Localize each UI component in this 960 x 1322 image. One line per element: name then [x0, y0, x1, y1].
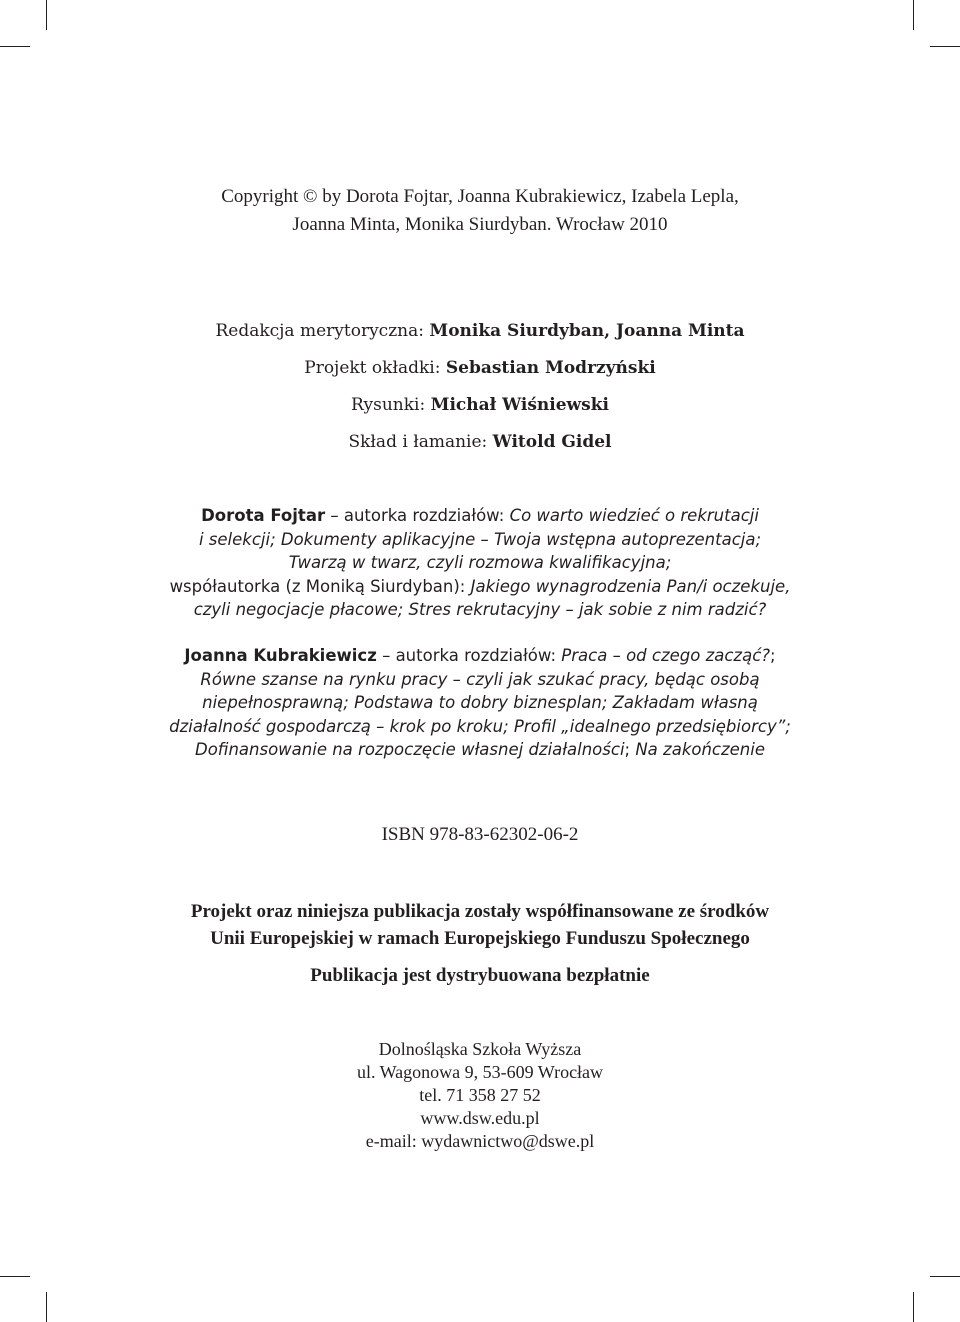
author-note-fojtar [0, 504, 960, 622]
author-line [0, 528, 960, 552]
credit-value: Witold Gidel [492, 432, 612, 452]
publisher-website: www.dsw.edu.pl [420, 1108, 540, 1128]
publisher-street: ul. Wagonowa 9, 53-609 Wrocław [356, 1062, 604, 1082]
chapter-titles: działalność gospodarczą – krok po kroku; Profil „idealnego przedsiębiorcy”; [169, 716, 791, 736]
author-name: Dorota Fojtar [201, 506, 326, 525]
credit-label: Projekt okładki: [304, 358, 446, 378]
publisher-email: e-mail: wydawnictwo@dswe.pl [365, 1131, 595, 1151]
credit-label: Redakcja merytoryczna: [215, 321, 430, 341]
crop-mark-bottom-right-v [913, 1292, 914, 1322]
publisher-phone: tel. 71 358 27 52 [419, 1085, 541, 1105]
crop-mark-bottom-left-v [46, 1292, 47, 1322]
author-line [0, 598, 960, 622]
crop-mark-top-right-v [913, 0, 914, 30]
crop-mark-top-left-h [0, 46, 30, 47]
author-line [0, 504, 960, 528]
credit-value: Sebastian Modrzyński [445, 358, 656, 378]
credit-typesetting [0, 424, 960, 461]
crop-mark-bottom-right-h [930, 1276, 960, 1277]
crop-mark-top-left-v [46, 0, 47, 30]
isbn: ISBN 978-83-62302-06-2 [381, 824, 579, 845]
credit-value: Monika Siurdyban, Joanna Minta [429, 321, 745, 341]
chapter-titles: Twarzą w twarz, czyli rozmowa kwalifikacyjna; [288, 553, 672, 572]
chapter-titles: i selekcji; Dokumenty aplikacyjne – Twoja wstępna autoprezentacja; [198, 529, 762, 549]
author-text: ; [624, 740, 636, 759]
copyright-line: Joanna Minta, Monika Siurdyban. Wrocław 2010 [292, 214, 668, 235]
author-line [0, 551, 960, 575]
author-note-kubrakiewicz [0, 644, 960, 762]
crop-mark-bottom-left-h [0, 1276, 30, 1277]
credit-illustrations [0, 387, 960, 424]
credit-cover [0, 350, 960, 387]
chapter-titles: Równe szanse na rynku pracy – czyli jak szukać pracy, będąc osobą [200, 669, 760, 689]
author-text: współautorka (z Moniką Siurdyban): [169, 576, 471, 596]
credit-label: Skład i łamanie: [348, 432, 493, 452]
cofunding-statement [0, 898, 960, 952]
chapter-titles: niepełnosprawną; Podstawa to dobry biznesplan; Zakładam własną [202, 693, 758, 712]
author-line [0, 738, 960, 762]
author-line [0, 644, 960, 668]
chapter-titles: Co warto wiedzieć o rekrutacji [509, 506, 759, 525]
author-name: Joanna Kubrakiewicz [184, 646, 377, 665]
cofunding-line: Projekt oraz niniejsza publikacja zostały współfinansowane ze środków [190, 901, 770, 922]
crop-mark-top-right-h [930, 46, 960, 47]
chapter-titles: czyli negocjacje płacowe; Stres rekrutacyjny – jak sobie z nim radzić? [193, 600, 767, 619]
copyright-line: Copyright © by Dorota Fojtar, Joanna Kubrakiewicz, Izabela Lepla, [221, 186, 739, 207]
credits-list [0, 313, 960, 461]
credit-editor [0, 313, 960, 350]
free-distribution-note: Publikacja jest dystrybuowana bezpłatnie [310, 965, 650, 986]
publisher-name: Dolnośląska Szkoła Wyższa [378, 1039, 582, 1059]
cofunding-line: Unii Europejskiej w ramach Europejskiego Funduszu Społecznego [210, 928, 750, 949]
credit-value: Michał Wiśniewski [430, 395, 609, 415]
copyright-notice [0, 183, 960, 239]
credit-label: Rysunki: [351, 395, 431, 415]
author-line [0, 691, 960, 715]
author-text: – autorka rozdziałów: [325, 506, 510, 525]
publisher-address [0, 1038, 960, 1153]
chapter-titles: Praca – od czego zacząć? [561, 646, 771, 665]
chapter-titles: Dofinansowanie na rozpoczęcie własnej działalności [195, 740, 625, 759]
author-line [0, 575, 960, 599]
author-line [0, 715, 960, 739]
author-line [0, 668, 960, 692]
chapter-titles: Na zakończenie [635, 740, 765, 759]
author-text: ; [770, 646, 776, 665]
chapter-titles: Jakiego wynagrodzenia Pan/i oczekuje, [470, 576, 791, 596]
author-text: – autorka rozdziałów: [376, 646, 562, 665]
